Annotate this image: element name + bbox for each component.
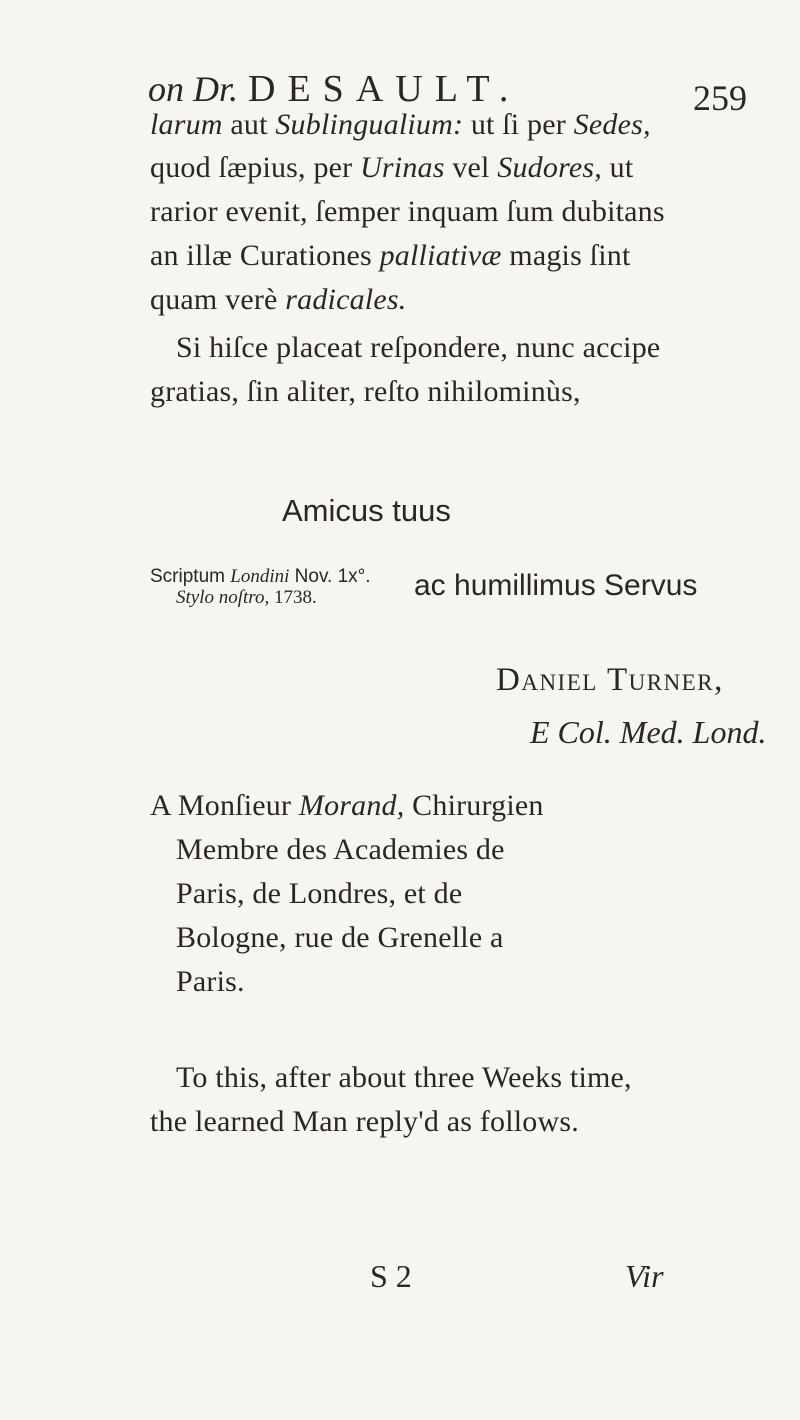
paragraph-1-line-4 [150, 236, 630, 276]
text-span: Sudores, [497, 151, 602, 184]
text-span: 1738. [269, 587, 317, 608]
address-line-5: Paris. [176, 965, 245, 998]
text-span: Sedes, [573, 108, 651, 141]
paragraph-2-line-1: Si hiſce placeat reſpondere, nunc accipe [176, 331, 661, 364]
text-span: ut [601, 151, 634, 184]
text-span: Sublingualium: [275, 108, 464, 141]
text-span: Chirurgien [404, 789, 544, 822]
address-line-4: Bologne, rue de Grenelle a [176, 921, 504, 954]
text-span: an illæ Curationes [150, 239, 380, 272]
signature-college: E Col. Med. Lond. [530, 714, 767, 750]
text-span: ut ſi per [463, 108, 574, 141]
text-span: palliativæ [379, 239, 502, 272]
text-span: Londini [230, 566, 290, 587]
signature-mark: S 2 [370, 1258, 412, 1294]
text-span: magis ſint [501, 239, 631, 272]
text-span: Stylo noſtro, [176, 587, 270, 608]
catchword: Vir [625, 1258, 664, 1294]
running-header-name: DESAULT. [248, 68, 521, 110]
text-span: aut [222, 108, 276, 141]
paragraph-1-line-5 [150, 280, 406, 320]
text-span: Nov. 1x°. [289, 566, 371, 587]
text-span: Morand, [298, 789, 405, 822]
text-span: larum [150, 108, 223, 141]
paragraph-1-line-2 [150, 148, 633, 188]
text-span: radicales. [285, 283, 407, 316]
paragraph-1-line-1 [150, 105, 651, 145]
text-span: A Monſieur [150, 789, 299, 822]
paragraph-3-line-2: the learned Man reply'd as follows. [150, 1105, 579, 1138]
paragraph-2-line-2: gratias, ſin aliter, reſto nihilominùs, [150, 375, 581, 408]
text-span: quod ſæpius, per [150, 151, 361, 184]
paragraph-1-line-3: rarior evenit, ſemper inquam ſum dubitans [150, 195, 665, 228]
signature-name: Daniel Turner, [496, 662, 724, 698]
text-span: Scriptum [150, 566, 231, 587]
running-header-prefix: on Dr. [148, 69, 239, 109]
page-number: 259 [693, 78, 747, 118]
address-line-2: Membre des Academies de [176, 833, 505, 866]
text-span: quam verè [150, 283, 286, 316]
paragraph-3-line-1: To this, after about three Weeks time, [176, 1061, 632, 1094]
text-span: vel [444, 151, 498, 184]
closing-salutation: Amicus tuus [282, 493, 451, 528]
closing-servus: ac humillimus Servus [414, 569, 698, 602]
address-line-3: Paris, de Londres, et de [176, 877, 463, 910]
dateline-line-2 [176, 586, 317, 610]
text-span: Urinas [360, 151, 445, 184]
address-line-1 [150, 786, 544, 826]
